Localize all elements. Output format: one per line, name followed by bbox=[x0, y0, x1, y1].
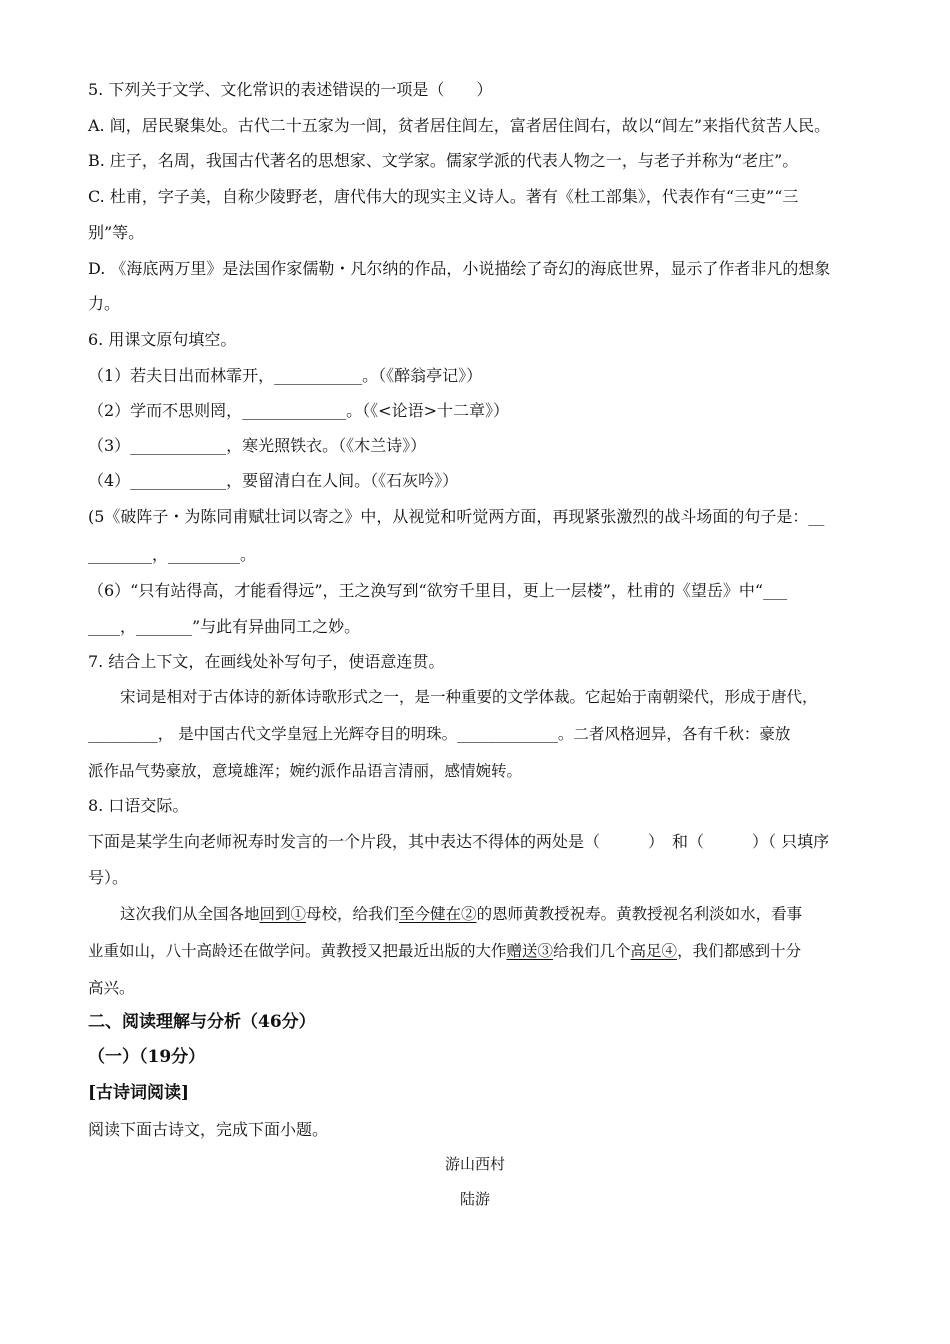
poem-title: 游山西村 bbox=[444, 1155, 505, 1173]
q8-text-segment: ，我们都感到十分 bbox=[677, 942, 802, 960]
q8-text-segment: 的恩师黄教授祝寿。黄教授视名利淡如水，看事 bbox=[476, 905, 803, 923]
q8-text-segment: 给我们几个 bbox=[553, 942, 631, 960]
reading-instruction: 阅读下面古诗文，完成下面小题。 bbox=[88, 1120, 329, 1139]
q8-passage-line1 bbox=[120, 904, 802, 924]
q6-item-2: （2）学而不思则罔，_____________。（《<论语>十二章》） bbox=[88, 401, 509, 420]
q8-text-segment: 这次我们从全国各地 bbox=[120, 905, 260, 923]
q8-question-line2: 号）。 bbox=[88, 868, 129, 887]
q6-item-6-line2: ____，_______”与此有异曲同工之妙。 bbox=[88, 617, 361, 636]
q8-passage-line3: 高兴。 bbox=[88, 979, 135, 997]
q7-passage-line2: _________， 是中国古代文学皇冠上光辉夺目的明珠。_____________。二者风格迥异，各有千秋：豪放 bbox=[88, 725, 791, 743]
q5-option-c-line2: 别”等。 bbox=[88, 223, 145, 242]
q5-stem: 5. 下列关于文学、文化常识的表述错误的一项是（ ） bbox=[88, 80, 493, 99]
subsection-heading: （一）（19分） bbox=[88, 1047, 206, 1067]
q6-item-5-line1: (5《破阵子・为陈同甫赋壮词以寄之》中，从视觉和听觉两方面，再现紧张激烈的战斗场面的句子是：__ bbox=[88, 507, 825, 526]
q8-underlined-phrase-4: 高足④ bbox=[630, 942, 678, 960]
q6-item-5-line2: ________，_________。 bbox=[88, 545, 257, 564]
q7-passage-line3: 派作品气势豪放，意境雄浑；婉约派作品语言清丽，感情婉转。 bbox=[88, 762, 523, 780]
poem-author: 陆游 bbox=[459, 1190, 490, 1208]
q8-underlined-phrase-2: 至今健在② bbox=[399, 905, 477, 923]
q5-option-c-line1: C. 杜甫，字子美，自称少陵野老，唐代伟大的现实主义诗人。著有《杜工部集》，代表作有“三吏”“三 bbox=[88, 187, 799, 206]
q8-stem: 8. 口语交际。 bbox=[88, 796, 189, 815]
q6-item-6-line1: （6）“只有站得高，才能看得远”，王之涣写到“欲穷千里目，更上一层楼”，杜甫的《望岳》中“___ bbox=[88, 581, 788, 600]
q8-text-segment: 业重如山，八十高龄还在做学问。黄教授又把最近出版的大作 bbox=[88, 942, 507, 960]
q5-option-d-line1: D. 《海底两万里》是法国作家儒勒・凡尔纳的作品，小说描绘了奇幻的海底世界，显示了作者非凡的想象 bbox=[88, 259, 831, 278]
q8-question-line1: 下面是某学生向老师祝寿时发言的一个片段，其中表达不得体的两处是（ ） 和（ ）（ 只填序 bbox=[88, 832, 830, 851]
q6-item-1: （1）若夫日出而林霏开，___________。（《醉翁亭记》） bbox=[88, 366, 483, 385]
q8-text-segment: 母校，给我们 bbox=[306, 905, 400, 923]
q5-option-d-line2: 力。 bbox=[88, 294, 121, 313]
q6-item-3: （3）____________，寒光照铁衣。（《木兰诗》） bbox=[88, 436, 427, 455]
q7-passage-line1: 宋词是相对于古体诗的新体诗歌形式之一，是一种重要的文学体裁。它起始于南朝梁代，形成于唐代， bbox=[120, 688, 818, 706]
q6-item-4: （4）____________，要留清白在人间。（《石灰吟》） bbox=[88, 471, 459, 490]
section-heading: 二、阅读理解与分析（46分） bbox=[88, 1012, 316, 1032]
q5-option-a: A. 闾，居民聚集处。古代二十五家为一闾，贫者居住闾左，富者居住闾右，故以“闾左”来指代贫苦人民。 bbox=[88, 116, 831, 135]
q8-underlined-phrase-1: 回到① bbox=[259, 905, 307, 923]
q5-option-b: B. 庄子，名周，我国古代著名的思想家、文学家。儒家学派的代表人物之一，与老子并称为“老庄”。 bbox=[88, 151, 799, 170]
q7-stem: 7. 结合上下文，在画线处补写句子，使语意连贯。 bbox=[88, 652, 445, 671]
category-label: [古诗词阅读] bbox=[88, 1083, 190, 1103]
q8-underlined-phrase-3: 赠送③ bbox=[506, 942, 554, 960]
q8-passage-line2 bbox=[88, 941, 801, 961]
q6-stem: 6. 用课文原句填空。 bbox=[88, 330, 237, 349]
